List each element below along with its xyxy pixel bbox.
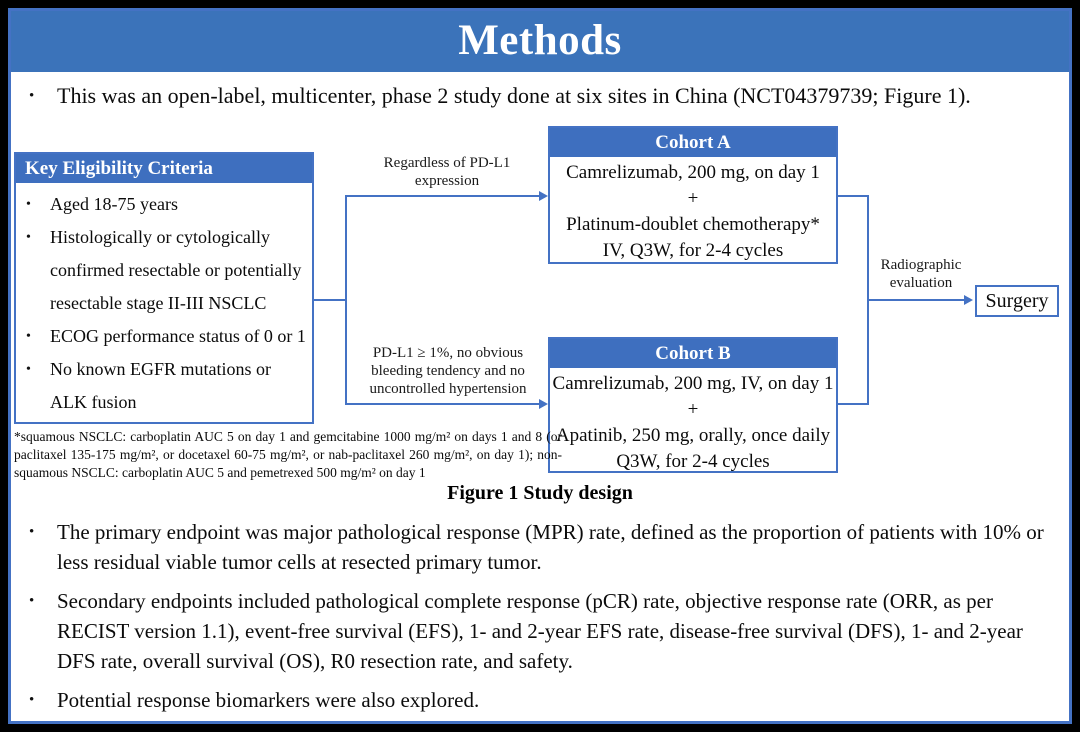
bullet-icon: • — [29, 692, 35, 708]
connector-to-cohort-a — [345, 195, 541, 197]
cohort-a-header: Cohort A — [550, 128, 836, 157]
cohort-b-line: Camrelizumab, 200 mg, IV, on day 1 — [552, 373, 834, 394]
cohort-b-line: Q3W, for 2-4 cycles — [616, 451, 770, 472]
cohort-a-box — [548, 126, 838, 264]
primary-endpoint-bullet: • The primary endpoint was major pathological response (MPR) rate, defined as the proportion of patients with 10% or less residual viable tumor cells at resected primary tumor. — [19, 517, 1047, 577]
connector-eligibility-out — [313, 299, 347, 301]
cohort-b-line: + — [687, 399, 699, 420]
pdl1-positive-label: PD-L1 ≥ 1%, no obvious bleeding tendency and no uncontrolled hypertension — [369, 345, 527, 397]
cohort-b-body — [550, 368, 836, 475]
biomarkers-bullet: • Potential response biomarkers were also explored. — [19, 685, 1047, 715]
arrowhead-cohort-b-icon — [539, 399, 548, 409]
cohort-b-line: Apatinib, 250 mg, orally, once daily — [555, 425, 831, 446]
connector-to-cohort-b — [345, 403, 541, 405]
figure-caption: Figure 1 Study design — [447, 482, 633, 504]
eligibility-item: • ECOG performance status of 0 or 1 — [22, 320, 308, 353]
chemotherapy-footnote: *squamous NSCLC: carboplatin AUC 5 on day 1 and gemcitabine 1000 mg/m² on days 1 and 8 (or paclitaxel 135-175 mg/m², or docetaxel 60-75 mg/m², or nab-paclitaxel 260 mg/m², on day 1); non-squamous NSCLC: carboplatin AUC 5 and pemetrexed 500 mg/m² on day 1 — [14, 429, 562, 480]
radiographic-evaluation-label: Radiographic evaluation — [880, 257, 962, 291]
surgery-box: Surgery — [975, 285, 1059, 317]
title-bar — [11, 11, 1069, 72]
cohort-a-body — [550, 157, 836, 264]
connector-to-surgery — [867, 299, 967, 301]
bullet-icon: • — [29, 524, 35, 540]
arrowhead-surgery-icon — [964, 295, 973, 305]
eligibility-item: • No known EGFR mutations or ALK fusion — [22, 353, 308, 419]
connector-left-vertical — [345, 195, 347, 405]
cohort-a-line: + — [687, 188, 699, 209]
arrowhead-cohort-a-icon — [539, 191, 548, 201]
bullet-icon: • — [29, 593, 35, 609]
pdl1-regardless-label: Regardless of PD-L1 expression — [383, 155, 511, 189]
slide — [8, 8, 1072, 724]
eligibility-box — [14, 152, 314, 424]
connector-cohort-b-out — [838, 403, 869, 405]
bullet-icon: • — [29, 88, 35, 104]
bullet-icon: • — [26, 197, 31, 212]
bullet-icon: • — [26, 230, 31, 245]
intro-bullet-text: This was an open-label, multicenter, phase 2 study done at six sites in China (NCT04379739; Figure 1). — [57, 83, 971, 108]
intro-section — [19, 81, 1055, 111]
eligibility-item: • Aged 18-75 years — [22, 188, 308, 221]
cohort-a-line: Platinum-doublet chemotherapy* — [566, 214, 820, 235]
bullet-icon: • — [26, 329, 31, 344]
eligibility-list — [16, 183, 312, 419]
eligibility-item: • Histologically or cytologically confirmed resectable or potentially resectable stage II-III NSCLC — [22, 221, 308, 320]
cohort-b-box — [548, 337, 838, 473]
secondary-endpoints-bullet: • Secondary endpoints included pathological complete response (pCR) rate, objective response rate (ORR, as per RECIST version 1.1), event-free survival (EFS), 1- and 2-year EFS rate, disease-free survival (DFS), 1- and 2-year DFS rate, overall survival (OS), R0 resection rate, and safety. — [19, 586, 1047, 676]
intro-bullet — [19, 81, 1055, 111]
bullet-icon: • — [26, 362, 31, 377]
cohort-a-line: IV, Q3W, for 2-4 cycles — [602, 240, 784, 261]
cohort-b-header: Cohort B — [550, 339, 836, 368]
cohort-a-line: Camrelizumab, 200 mg, on day 1 — [566, 162, 820, 183]
endpoints-section — [19, 517, 1047, 724]
page-title: Methods — [458, 17, 622, 64]
connector-cohort-a-out — [838, 195, 869, 197]
eligibility-box-header: Key Eligibility Criteria — [16, 154, 312, 183]
